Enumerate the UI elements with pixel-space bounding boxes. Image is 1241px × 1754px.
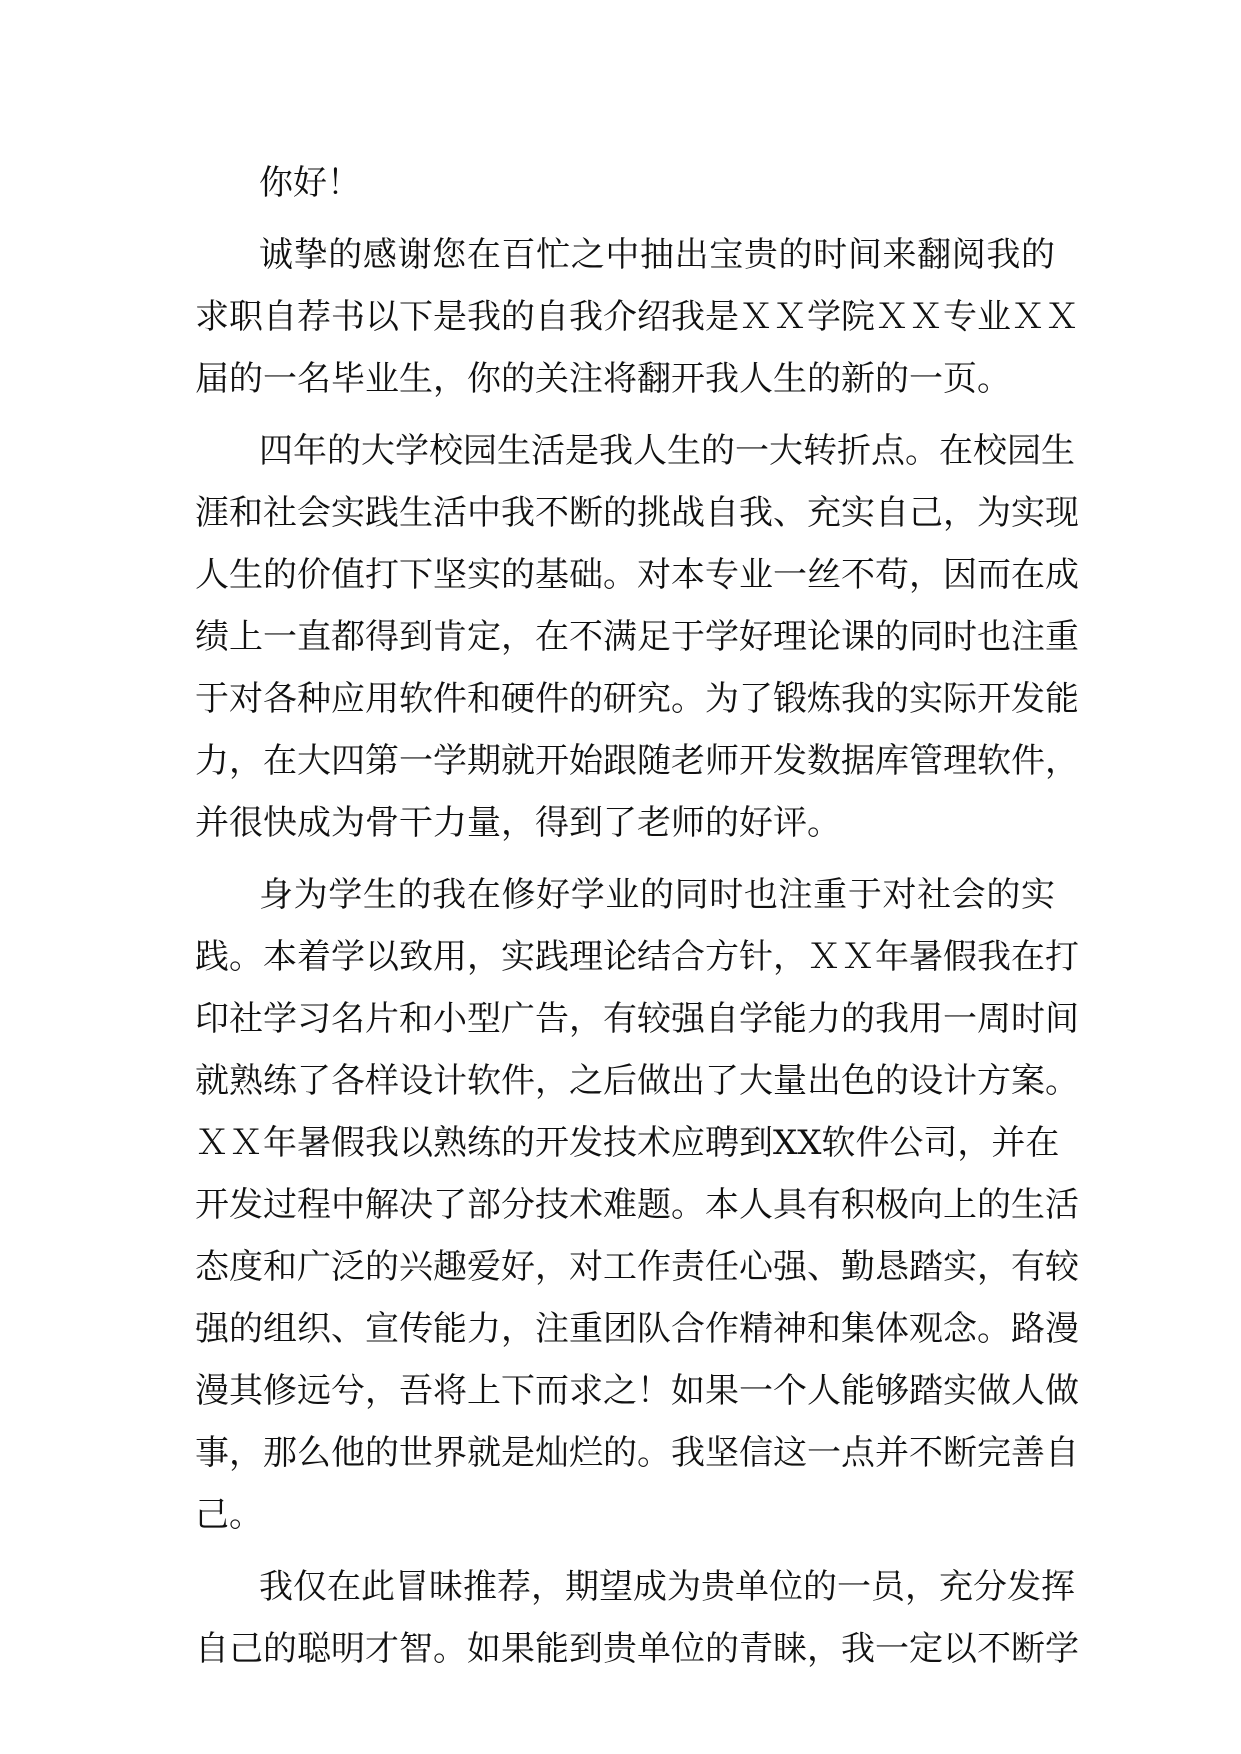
paragraph-4-line-1: 我仅在此冒昧推荐，期望成为贵单位的一员，充分发挥 bbox=[259, 1567, 1075, 1607]
paragraph-2-line-1: 四年的大学校园生活是我人生的一大转折点。在校园生 bbox=[259, 431, 1075, 471]
paragraph-3-line-9: 漫其修远兮，吾将上下而求之！如果一个人能够踏实做人做 bbox=[195, 1371, 1079, 1411]
greeting-line: 你好！ bbox=[259, 163, 361, 203]
paragraph-2-line-5: 于对各种应用软件和硬件的研究。为了锻炼我的实际开发能 bbox=[195, 679, 1079, 719]
paragraph-3-line-11: 己。 bbox=[195, 1495, 263, 1535]
letter-body bbox=[195, 152, 1079, 1680]
paragraph-4-line-2: 自己的聪明才智。如果能到贵单位的青睐，我一定以不断学 bbox=[195, 1629, 1079, 1669]
paragraph-1-line-2: 求职自荐书以下是我的自我介绍我是ＸＸ学院ＸＸ专业ＸＸ bbox=[195, 297, 1079, 337]
paragraph-1-line-1: 诚挚的感谢您在百忙之中抽出宝贵的时间来翻阅我的 bbox=[259, 235, 1055, 275]
paragraph-3-line-6: 开发过程中解决了部分技术难题。本人具有积极向上的生活 bbox=[195, 1185, 1079, 1225]
paragraph-3-line-3: 印社学习名片和小型广告，有较强自学能力的我用一周时间 bbox=[195, 999, 1079, 1039]
paragraph-3-line-8: 强的组织、宣传能力，注重团队合作精神和集体观念。路漫 bbox=[195, 1309, 1079, 1349]
paragraph-2-line-6: 力，在大四第一学期就开始跟随老师开发数据库管理软件， bbox=[195, 741, 1079, 781]
paragraph-2-line-2: 涯和社会实践生活中我不断的挑战自我、充实自己，为实现 bbox=[195, 493, 1079, 533]
paragraph-2-line-4: 绩上一直都得到肯定，在不满足于学好理论课的同时也注重 bbox=[195, 617, 1079, 657]
paragraph-3-line-7: 态度和广泛的兴趣爱好，对工作责任心强、勤恳踏实，有较 bbox=[195, 1247, 1079, 1287]
paragraph-1-line-3: 届的一名毕业生，你的关注将翻开我人生的新的一页。 bbox=[195, 359, 1011, 399]
paragraph-3-line-2: 践。本着学以致用，实践理论结合方针，ＸＸ年暑假我在打 bbox=[195, 937, 1079, 977]
paragraph-3-line-4: 就熟练了各样设计软件，之后做出了大量出色的设计方案。 bbox=[195, 1061, 1079, 1101]
paragraph-2-line-7: 并很快成为骨干力量，得到了老师的好评。 bbox=[195, 803, 841, 843]
paragraph-3-line-10: 事，那么他的世界就是灿烂的。我坚信这一点并不断完善自 bbox=[195, 1433, 1079, 1473]
paragraph-2-line-3: 人生的价值打下坚实的基础。对本专业一丝不苟，因而在成 bbox=[195, 555, 1079, 595]
paragraph-3-line-5: ＸＸ年暑假我以熟练的开发技术应聘到XX软件公司，并在 bbox=[195, 1123, 1060, 1163]
paragraph-3-line-1: 身为学生的我在修好学业的同时也注重于对社会的实 bbox=[259, 875, 1055, 915]
